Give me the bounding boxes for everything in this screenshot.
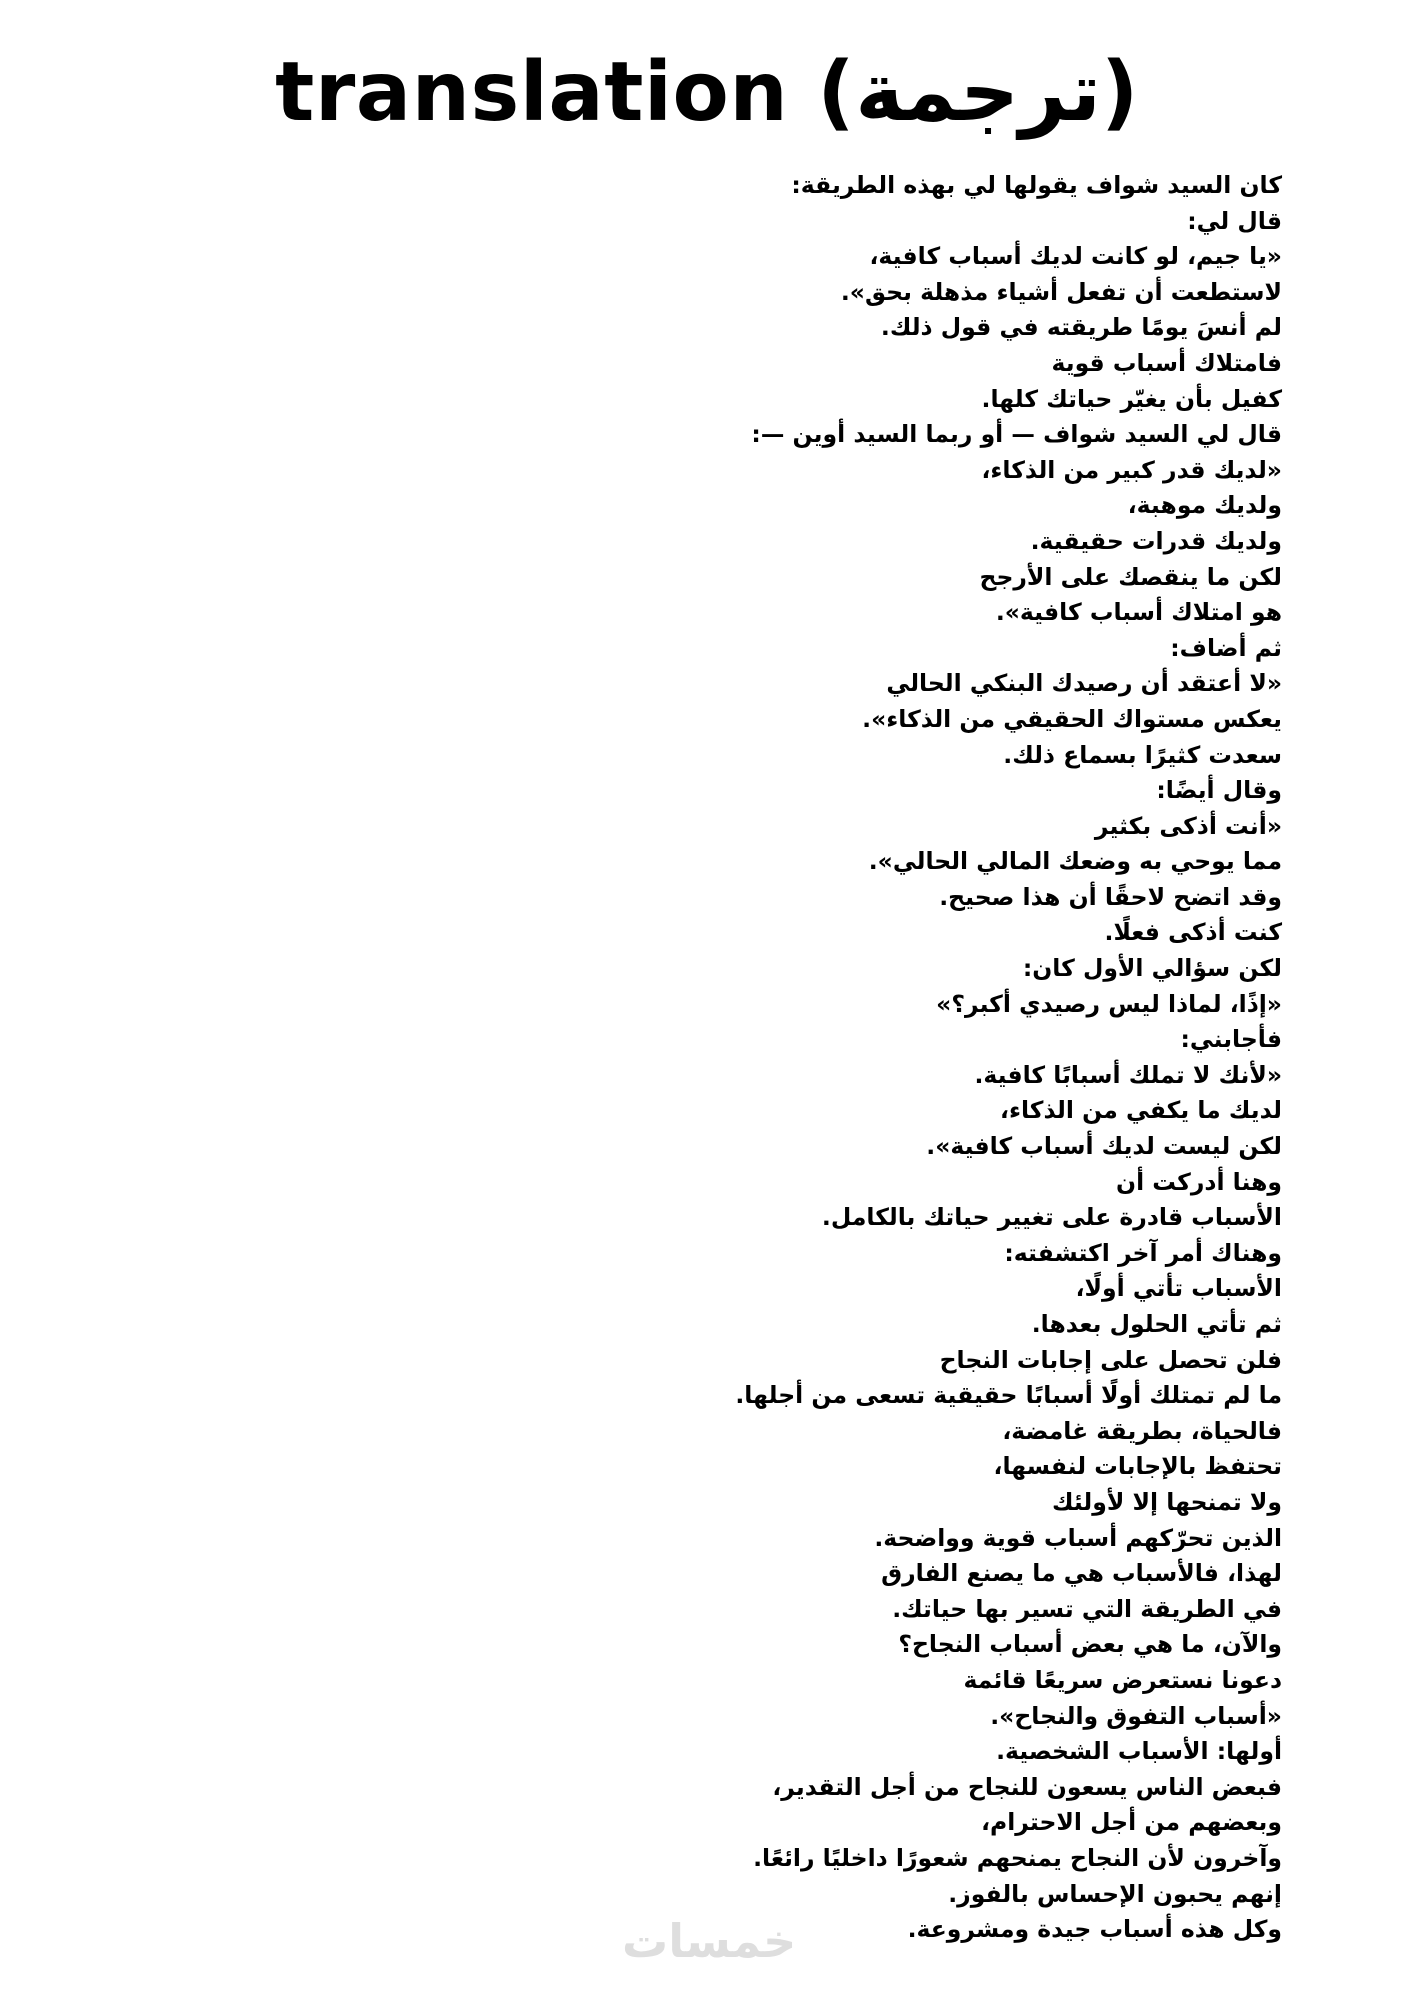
text-line: كفيل بأن يغيّر حياتك كلها. bbox=[981, 384, 1282, 413]
text-line: فبعض الناس يسعون للنجاح من أجل التقدير، bbox=[772, 1772, 1282, 1801]
text-line: وآخرون لأن النجاح يمنحهم شعورًا داخليًا رائعًا. bbox=[753, 1843, 1282, 1872]
text-line: لكن سؤالي الأول كان: bbox=[1022, 954, 1282, 983]
text-line: «أسباب التفوق والنجاح». bbox=[990, 1701, 1282, 1730]
text-line: الذين تحرّكهم أسباب قوية وواضحة. bbox=[874, 1523, 1282, 1552]
text-line: سعدت كثيرًا بسماع ذلك. bbox=[1003, 740, 1282, 769]
text-line: «يا جيم، لو كانت لديك أسباب كافية، bbox=[869, 242, 1282, 271]
text-line: في الطريقة التي تسير بها حياتك. bbox=[892, 1594, 1282, 1623]
text-line: «أنت أذكى بكثير bbox=[1094, 811, 1282, 840]
page-title: translation (ترجمة) bbox=[275, 45, 1139, 140]
text-line: لاستطعت أن تفعل أشياء مذهلة بحق». bbox=[840, 277, 1282, 306]
text-line: أولها: الأسباب الشخصية. bbox=[996, 1737, 1282, 1766]
text-line: وقال أيضًا: bbox=[1156, 776, 1282, 805]
text-line: «لا أعتقد أن رصيدك البنكي الحالي bbox=[886, 669, 1282, 698]
text-line: إنهم يحبون الإحساس بالفوز. bbox=[948, 1879, 1282, 1908]
text-line: فامتلاك أسباب قوية bbox=[1051, 348, 1282, 377]
text-line: دعونا نستعرض سريعًا قائمة bbox=[963, 1665, 1282, 1694]
text-line: مما يوحي به وضعك المالي الحالي». bbox=[868, 847, 1282, 876]
text-line: لكن ما ينقصك على الأرجح bbox=[979, 562, 1282, 591]
text-line: ما لم تمتلك أولًا أسبابًا حقيقية تسعى من أجلها. bbox=[735, 1381, 1282, 1410]
text-line: والآن، ما هي بعض أسباب النجاح؟ bbox=[898, 1630, 1282, 1659]
text-line: لم أنسَ يومًا طريقته في قول ذلك. bbox=[880, 313, 1282, 342]
text-line: ثم أضاف: bbox=[1170, 633, 1282, 662]
text-line: «لديك قدر كبير من الذكاء، bbox=[981, 455, 1282, 484]
text-line: لكن ليست لديك أسباب كافية». bbox=[926, 1132, 1282, 1161]
text-line: ثم تأتي الحلول بعدها. bbox=[1031, 1310, 1282, 1338]
text-line: الأسباب تأتي أولًا، bbox=[1075, 1274, 1282, 1303]
khamsat-watermark-logo: خمسات bbox=[622, 1914, 797, 1968]
text-line: تحتفظ بالإجابات لنفسها، bbox=[993, 1452, 1282, 1481]
text-line: وهنا أدركت أن bbox=[1116, 1167, 1282, 1196]
text-line: هو امتلاك أسباب كافية». bbox=[995, 598, 1282, 627]
text-line: وكل هذه أسباب جيدة ومشروعة. bbox=[907, 1915, 1282, 1944]
text-line: كان السيد شواف يقولها لي بهذه الطريقة: bbox=[791, 171, 1282, 199]
text-line: ولديك موهبة، bbox=[1127, 491, 1282, 520]
text-line: يعكس مستواك الحقيقي من الذكاء». bbox=[862, 704, 1282, 733]
text-line: الأسباب قادرة على تغيير حياتك بالكامل. bbox=[821, 1203, 1282, 1232]
text-line: «إذًا، لماذا ليس رصيدي أكبر؟» bbox=[936, 989, 1282, 1018]
text-line: قال لي السيد شواف — أو ربما السيد أوين —: bbox=[751, 420, 1282, 449]
text-line: فالحياة، بطريقة غامضة، bbox=[1002, 1416, 1282, 1445]
text-line: فلن تحصل على إجابات النجاح bbox=[939, 1345, 1282, 1374]
translation-body bbox=[382, 168, 1282, 1948]
text-line: كنت أذكى فعلًا. bbox=[1104, 918, 1282, 947]
text-line: وبعضهم من أجل الاحترام، bbox=[981, 1808, 1282, 1837]
text-line: قال لي: bbox=[1187, 206, 1282, 235]
text-line: وقد اتضح لاحقًا أن هذا صحيح. bbox=[939, 882, 1282, 911]
text-line: لديك ما يكفي من الذكاء، bbox=[1000, 1096, 1282, 1125]
text-line: لهذا، فالأسباب هي ما يصنع الفارق bbox=[881, 1559, 1282, 1588]
text-line: ولديك قدرات حقيقية. bbox=[1030, 526, 1282, 555]
text-line: «لأنك لا تملك أسبابًا كافية. bbox=[974, 1060, 1282, 1089]
text-line: فأجابني: bbox=[1180, 1025, 1282, 1054]
text-line: وهناك أمر آخر اكتشفته: bbox=[1004, 1238, 1282, 1267]
text-line: ولا تمنحها إلا لأولئك bbox=[1051, 1487, 1282, 1516]
